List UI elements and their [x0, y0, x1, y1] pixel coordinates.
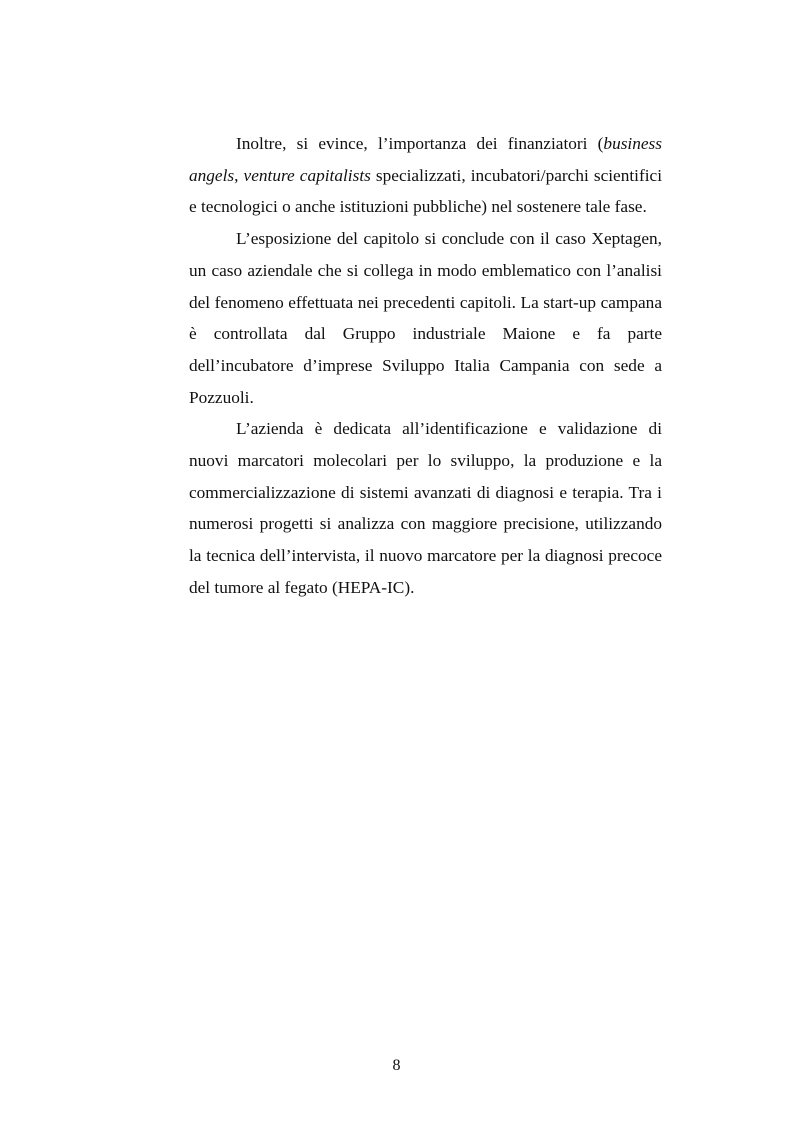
paragraph-1-text-1: Inoltre, si evince, l’importanza dei finanziatori ( — [236, 134, 604, 153]
paragraph-1-text-2: , — [234, 165, 244, 185]
paragraph-2 — [189, 223, 662, 413]
paragraph-3-text: L’azienda è dedicata all’identificazione e validazione di nuovi marcatori molecolari per lo sviluppo, la produzione e la commercializzazione di sistemi avanzati di diagnosi e terapia. Tra i numerosi progetti si analizza con maggiore precisione, utilizzando la tecnica dell’intervista, il nuovo marcatore per la diagnosi precoce del tumore al fegato (HEPA-IC). — [189, 419, 662, 597]
paragraph-2-text: L’esposizione del capitolo si conclude con il caso Xeptagen, un caso aziendale che si collega in modo emblematico con l’analisi del fenomeno effettuata nei precedenti capitoli. La start-up campana è controllata dal Gruppo industriale Maione e fa parte dell’incubatore d’imprese Sviluppo Italia Campania con sede a Pozzuoli. — [189, 229, 662, 407]
paragraph-1-text-3: specializzati, incubatori/parchi scientifici e tecnologici o anche istituzioni pubbliche) nel sostenere tale fase. — [189, 165, 662, 217]
paragraph-1 — [189, 128, 662, 223]
paragraph-3 — [189, 413, 662, 603]
paragraph-1-emphasis-venture-capitalists: venture capitalists — [243, 165, 371, 185]
body-text — [189, 128, 662, 604]
page-number: 8 — [392, 1057, 401, 1074]
paragraph-1-emphasis-business-angels: business angels — [189, 134, 662, 185]
